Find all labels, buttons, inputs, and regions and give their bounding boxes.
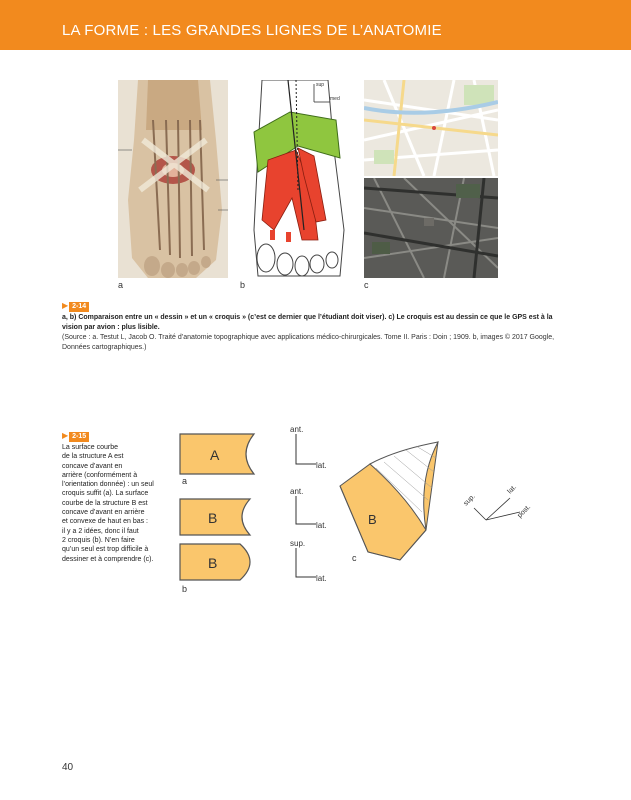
axis-3d-lat: lat. [506, 483, 519, 496]
panel-letter-a: a [118, 280, 124, 290]
caption-description [62, 443, 172, 564]
description-line: concave d’avant en [62, 462, 123, 470]
aerial-image [364, 178, 498, 278]
axis-sup-label-3: sup. [290, 539, 306, 548]
caption-source-text: (Source : a. Testut L, Jacob O. Traité d’anatomie topographique avec applications médico-chirurgicales. Tome II. Paris : Doin ; 1909. b, images © 2017 Google, Données cartographiques.) [62, 334, 555, 351]
anatomy-foot-drawing [118, 80, 228, 278]
orientation-med-label: med [330, 96, 340, 102]
description-line: l’orientation donnée) : un seul [62, 481, 154, 489]
page-title: LA FORME : LES GRANDES LIGNES DE L’ANATOMIE [62, 22, 442, 39]
caption-main-text: a, b) Comparaison entre un « dessin » et un « croquis » (c’est ce dernier que l’étudiant doit viser). c) Le croquis est au dessin ce que le GPS est à la vision par avion : plus lisible. [62, 314, 553, 331]
panel-letter-a: a [182, 476, 188, 486]
figure-number-badge: 2-15 [69, 432, 89, 442]
caption-2-14 [62, 295, 562, 353]
description-line: croquis suffit (a). La surface [62, 490, 149, 498]
caption-arrow-icon: ▶ [62, 431, 69, 440]
description-line: dessiner et à comprendre (c). [62, 555, 154, 563]
axis-lat-label-1: lat. [316, 461, 327, 470]
description-line: La surface courbe [62, 444, 119, 451]
figure-number-badge: 2-14 [69, 302, 89, 312]
description-line: il y a 2 idées, donc il faut [62, 527, 139, 535]
block-label: B [368, 512, 377, 527]
axis-lat-label-3: lat. [316, 574, 327, 583]
shape-b-side-label: B [208, 555, 218, 571]
axis-lat-label-2: lat. [316, 521, 327, 530]
axis-3d-sup: sup. [462, 493, 477, 508]
3d-block [340, 442, 438, 560]
page-number: 40 [62, 762, 74, 773]
foot-croquis [240, 80, 355, 278]
caption-2-15 [62, 425, 172, 564]
panel-letter-b: b [182, 584, 188, 594]
shape-b-label: B [208, 510, 218, 526]
caption-arrow-icon: ▶ [62, 301, 69, 310]
shape-diagrams [170, 420, 560, 595]
shape-a-label: A [210, 447, 220, 463]
description-line: arrière (conformément à [62, 471, 138, 479]
description-line: et convexe de haut en bas : [62, 518, 149, 526]
description-line: courbe de la structure B est [62, 499, 148, 507]
axis-ant-label-1: ant. [290, 425, 304, 434]
description-line: qu’un seul est trop difficile à [62, 546, 149, 554]
panel-letter-c: c [352, 553, 357, 563]
description-line: de la structure A est [62, 453, 124, 461]
panel-letter-b: b [240, 280, 246, 290]
map-image [364, 80, 498, 176]
description-line: 2 croquis (b). N’en faire [62, 536, 135, 544]
axis-3d-post: post. [516, 503, 533, 520]
panel-letter-c: c [364, 280, 369, 290]
axis-ant-label-2: ant. [290, 487, 304, 496]
orientation-sup-label: sup [316, 82, 325, 88]
page-header [0, 0, 631, 50]
description-line: concave d’avant en arrière [62, 509, 145, 517]
